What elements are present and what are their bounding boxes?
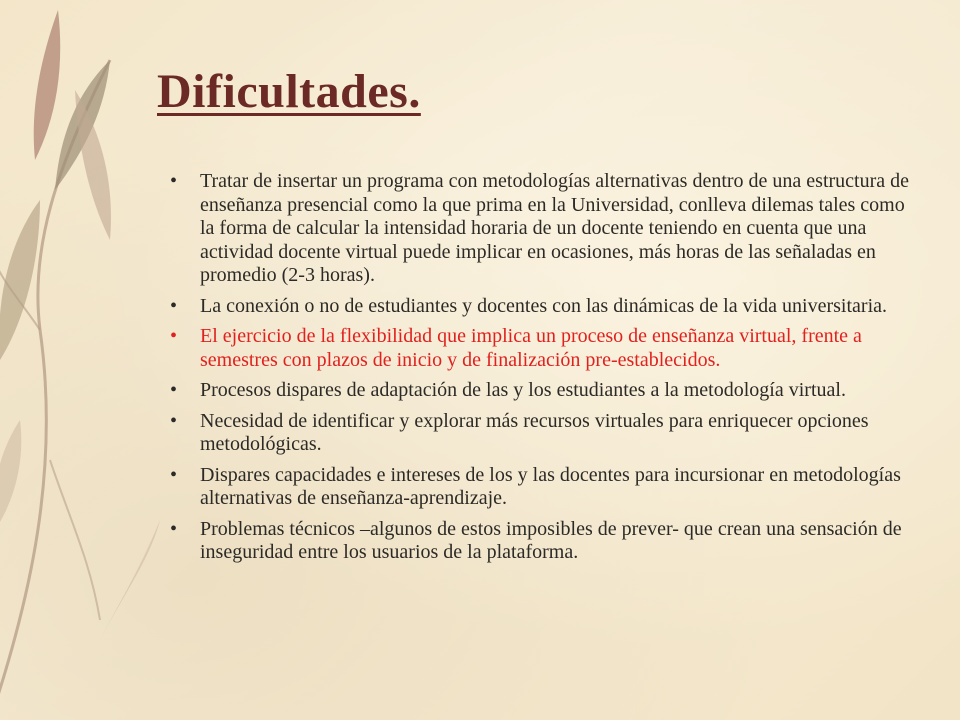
bullet-dot: • (170, 517, 178, 540)
bullet-dot: • (170, 325, 178, 347)
bullet-dot: • (170, 463, 178, 486)
bullet-item-highlighted (170, 325, 910, 372)
bullet-dot: • (170, 294, 178, 317)
bullet-dot: • (170, 409, 178, 432)
bullet-text: Necesidad de identificar y explorar más recursos virtuales para enriquecer opciones metodológicas. (200, 409, 869, 455)
bullet-item (170, 464, 910, 511)
bullet-item (170, 295, 910, 319)
bullet-dot: • (170, 170, 178, 192)
bullet-text: Problemas técnicos –algunos de estos imposibles de prever- que crean una sensación de inseguridad entre los usuarios de la plataforma. (200, 517, 902, 563)
dried-leaves-branch-icon (0, 0, 160, 720)
slide-title: Dificultades. (157, 65, 421, 118)
bullet-item (170, 410, 910, 457)
bullet-text: El ejercicio de la flexibilidad que implica un proceso de enseñanza virtual, frente a semestres con plazos de inicio y de finalización pre-establecidos. (200, 325, 862, 371)
bullet-dot: • (170, 379, 178, 401)
bullet-list (170, 170, 910, 572)
bullet-item (170, 379, 910, 403)
bullet-text: Tratar de insertar un programa con metodologías alternativas dentro de una estructura de enseñanza presencial como la que prima en la Universidad, conlleva dilemas tales como la forma de calcular la intensidad horaria de un docente teniendo en cuenta que una actividad docente virtual puede implicar en ocasiones, más horas de las señaladas en promedio (2-3 horas). (200, 170, 910, 286)
bullet-item (170, 170, 910, 288)
bullet-text: Procesos dispares de adaptación de las y los estudiantes a la metodología virtual. (200, 379, 846, 401)
bullet-text: La conexión o no de estudiantes y docentes con las dinámicas de la vida universitaria. (200, 294, 888, 317)
bullet-text: Dispares capacidades e intereses de los y las docentes para incursionar en metodologías alternativas de enseñanza-aprendizaje. (200, 463, 901, 509)
bullet-item (170, 518, 910, 565)
